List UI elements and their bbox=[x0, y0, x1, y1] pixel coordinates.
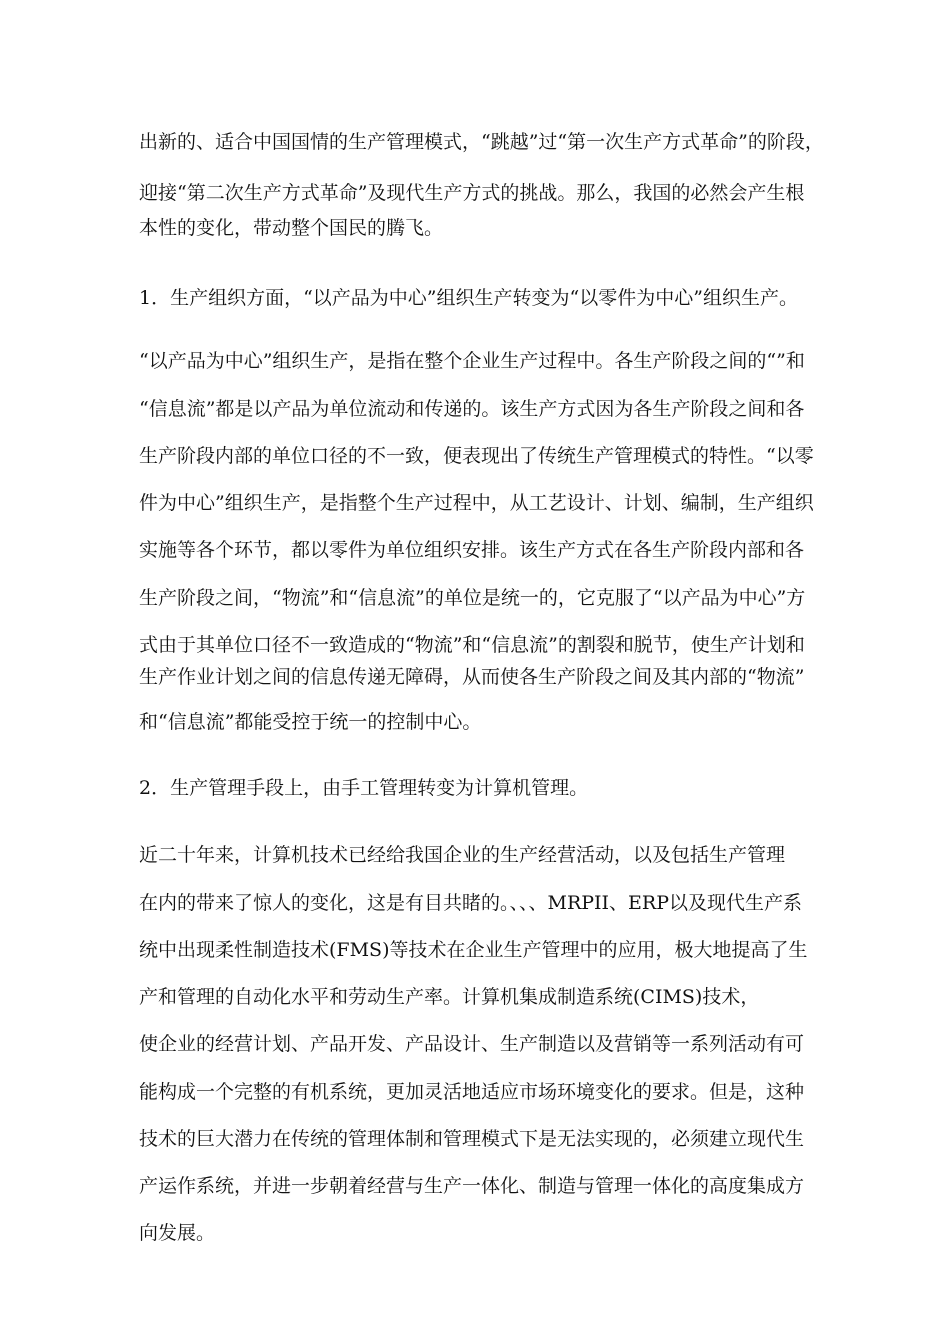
text-line: “信息流”都是以产品为单位流动和传递的。该生产方式因为各生产阶段之间和各 bbox=[139, 398, 805, 420]
text-line: 和“信息流”都能受控于统一的控制中心。 bbox=[139, 711, 482, 733]
text-line: 统中出现柔性制造技术(FMS)等技术在企业生产管理中的应用，极大地提高了生 bbox=[139, 939, 808, 961]
text-line: 生产阶段内部的单位口径的不一致，便表现出了传统生产管理模式的特性。“以零 bbox=[139, 445, 814, 467]
text-line: 技术的巨大潜力在传统的管理体制和管理模式下是无法实现的，必须建立现代生 bbox=[139, 1128, 805, 1150]
text-line: 生产作业计划之间的信息传递无障碍，从而使各生产阶段之间及其内部的“物流” bbox=[139, 666, 805, 688]
text-line: 生产阶段之间，“物流”和“信息流”的单位是统一的，它克服了“以产品为中心”方 bbox=[139, 587, 806, 609]
text-line: “以产品为中心”组织生产，是指在整个企业生产过程中。各生产阶段之间的“”和 bbox=[139, 350, 805, 372]
section-heading: 2．生产管理手段上，由手工管理转变为计算机管理。 bbox=[139, 777, 589, 799]
text-line: 向发展。 bbox=[139, 1222, 216, 1244]
text-line: 产运作系统，并进一步朝着经营与生产一体化、制造与管理一体化的高度集成方 bbox=[139, 1175, 805, 1197]
text-line: 在内的带来了惊人的变化，这是有目共睹的。、、、MRPII、ERP以及现代生产系 bbox=[139, 892, 803, 914]
text-line: 本性的变化，带动整个国民的腾飞。 bbox=[139, 217, 444, 239]
text-line: 产和管理的自动化水平和劳动生产率。计算机集成制造系统(CIMS)技术， bbox=[139, 986, 760, 1008]
text-line: 能构成一个完整的有机系统，更加灵活地适应市场环境变化的要求。但是，这种 bbox=[139, 1081, 805, 1103]
text-line: 出新的、适合中国国情的生产管理模式，“跳越”过“第一次生产方式革命”的阶段， bbox=[139, 131, 824, 153]
text-line: 实施等各个环节，都以零件为单位组织安排。该生产方式在各生产阶段内部和各 bbox=[139, 539, 805, 561]
text-line: 使企业的经营计划、产品开发、产品设计、生产制造以及营销等一系列活动有可 bbox=[139, 1033, 805, 1055]
text-line: 式由于其单位口径不一致造成的“物流”和“信息流”的割裂和脱节，使生产计划和 bbox=[139, 634, 805, 656]
section-heading: 1．生产组织方面，“以产品为中心”组织生产转变为“以零件为中心”组织生产。 bbox=[139, 287, 798, 309]
text-line: 迎接“第二次生产方式革命”及现代生产方式的挑战。那么，我国的必然会产生根 bbox=[139, 182, 805, 204]
text-line: 件为中心”组织生产，是指整个生产过程中，从工艺设计、计划、编制，生产组织 bbox=[139, 492, 814, 514]
text-line: 近二十年来，计算机技术已经给我国企业的生产经营活动，以及包括生产管理 bbox=[139, 844, 786, 866]
